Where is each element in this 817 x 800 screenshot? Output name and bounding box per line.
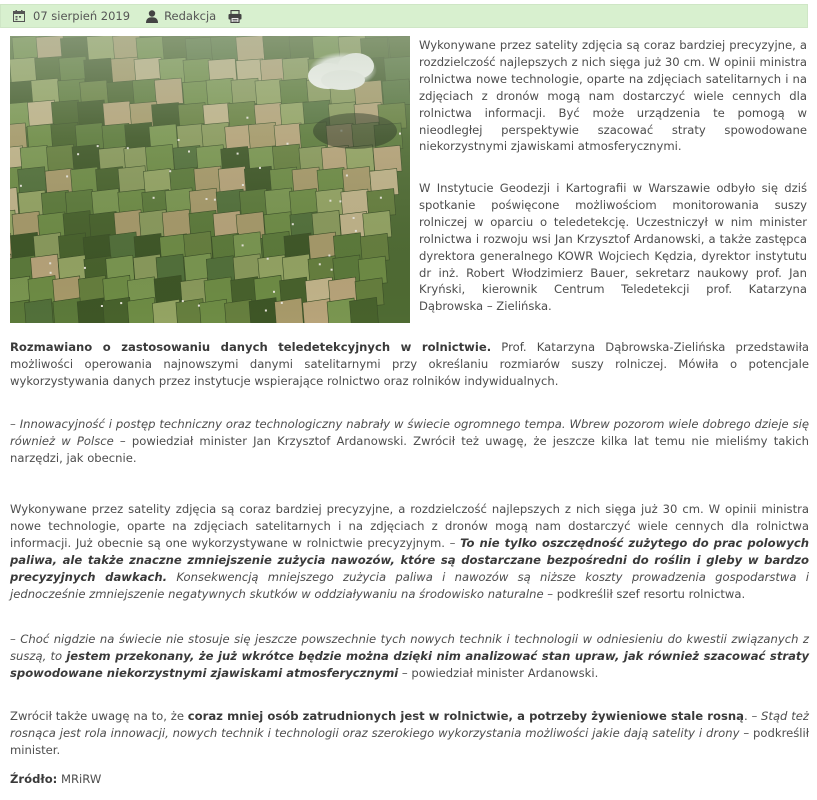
paragraph-5-text-2: . [743, 709, 752, 723]
intro-paragraph-2: W Instytucie Geodezji i Kartografii w Warszawie odbyło się dziś spotkanie poświęcone możliwościom monitorowania suszy rolniczej w oparciu o teledetekcję. Uczestniczył w nim minister rolnictwa i rozwoju wsi Jan Krzysztof Ardanowski, a także zastępca dyrektora generalnego KOWR Wojciech Kędzia, dyrektor instytutu dr inż. Robert Włodzimierz Bauer, sekretarz naukowy prof. Jan Kryński, kierownik Centrum Teledetekcji prof. Katarzyna Dąbrowska – Zielińska. [419, 181, 807, 314]
paragraph-2-text: – powiedział minister Jan Krzysztof Ardanowski. Zwrócił też uwagę, że jeszcze kilka lat temu nie mieliśmy takich narzędzi, jak obecnie. [10, 433, 809, 465]
print-button[interactable] [228, 10, 242, 23]
paragraph-5-text: Zwrócił także uwagę na to, że [10, 709, 188, 723]
paragraph-1-text: Prof. Katarzyna Dąbrowska-Zielińska przedstawiła możliwości operowania najnowszymi danymi satelitarnymi przy określaniu rozmiarów suszy rolniczej. Mówiła o potencjale wykorzystywania danych przez instytucje wspierające rolnictwo oraz rolników indywidualnych. [10, 340, 810, 388]
paragraph-3-dash: – [449, 535, 461, 550]
paragraph-5-quote: – Stąd też rosnąca jest rola innowacji, nowych technik i technologii oraz szerokiego wykorzystania możliwości jakie dają satelity i drony [10, 709, 809, 740]
source-label: Źródło: [10, 772, 58, 786]
calendar-icon [13, 10, 25, 22]
paragraph-2 [10, 416, 809, 467]
paragraph-4-emphasis: jestem przekonany, że już wkrótce będzie można dzięki nim analizować stan upraw, jak również szacować straty spowodowane niekorzystnymi zjawiskami atmosferycznymi [10, 648, 809, 680]
print-icon[interactable] [228, 10, 242, 23]
user-icon [146, 10, 158, 23]
paragraph-3-emphasis: To nie tylko oszczędność zużytego do prac polowych paliwa, ale także znaczne zmniejszenie zużycia nawozów, które są dostarczane bezpośredni do roślin i gleby w bardzo precyzyjnych dawkach. [10, 535, 810, 584]
source-value: MRiRW [57, 772, 102, 786]
intro-paragraph-1: Wykonywane przez satelity zdjęcia są coraz bardziej precyzyjne, a rozdzielczość najlepszych z nich sięga już 30 cm. W opinii ministra rolnictwa nowe technologie, oparte na zdjęciach satelitarnych i na zdjęciach z dronów mogą nam dostarczyć wiele cennych dla rolnictwa informacji. Być może urządzenia te pomogą w nieodległej perspektywie szacować straty spowodowane niekorzystnymi zjawiskami atmosferycznymi. [419, 38, 807, 154]
paragraph-4-attribution: – powiedział minister Ardanowski. [398, 665, 599, 680]
source-line [10, 771, 809, 788]
paragraph-3-text: Wykonywane przez satelity zdjęcia są coraz bardziej precyzyjne, a rozdzielczość najlepszych z nich sięga już 30 cm. W opinii ministra nowe technologie, oparte na zdjęciach satelitarnych i na zdjęciach z dronów mogą nam dostarczyć wiele cennych dla rolnictwa informacji. Już obecnie są one wykorzystywane w rolnictwie precyzyjnym. [10, 502, 809, 550]
aerial-farmland-photo [10, 36, 410, 323]
paragraph-5-attribution: – podkreślił minister. [10, 725, 809, 757]
paragraph-3-attribution: – podkreślił szef resortu rolnictwa. [543, 586, 746, 601]
article-date: 07 sierpień 2019 [33, 8, 131, 23]
farmland-image [10, 36, 410, 323]
paragraph-4 [10, 631, 809, 682]
paragraph-3-quote: Konsekwencją mniejszego zużycia paliwa i nawozów są niższe koszty prowadzenia gospodarstwa i jednocześnie zmniejszenie negatywnych skutków w oddziaływaniu na środowisko naturalne [10, 569, 810, 601]
paragraph-1-lead: Rozmawiano o zastosowaniu danych teledetekcyjnych w rolnictwie. [10, 340, 492, 354]
paragraph-3 [10, 501, 809, 602]
paragraph-4-quote: – Choć nigdzie na świecie nie stosuje się jeszcze powszechnie tych nowych technik i technologii w odniesieniu do kwestii związanych z suszą, to [10, 632, 809, 663]
paragraph-5-emphasis: coraz mniej osób zatrudnionych jest w rolnictwie, a potrzeby żywieniowe stale rosną [187, 709, 744, 723]
paragraph-5 [10, 708, 809, 759]
article-author[interactable]: Redakcja [164, 8, 217, 23]
paragraph-1 [10, 339, 809, 390]
article-meta-bar [0, 4, 808, 28]
paragraph-2-quote: – Innowacyjność i postęp techniczny oraz technologiczny nabrały w świecie ogromnego tempa. Wbrew pozorom wiele dobrego dzieje się również w Polsce [10, 417, 809, 448]
